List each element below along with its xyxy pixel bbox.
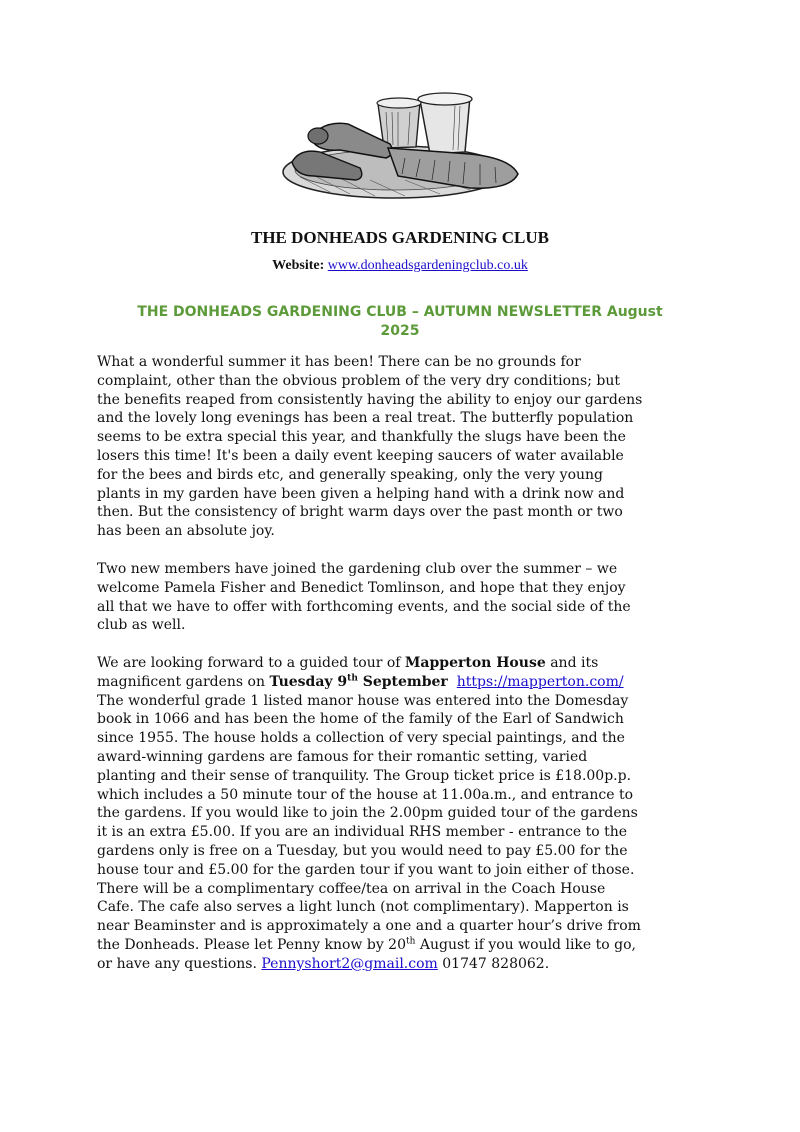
paragraph-line: award-winning gardens are famous for their romantic setting, varied xyxy=(97,748,588,765)
paragraph-line: Cafe. The cafe also serves a light lunch (not complimentary). Mapperton is xyxy=(97,899,629,916)
text-run: We are looking forward to a guided tour of xyxy=(97,655,405,671)
paragraph-line: club as well. xyxy=(97,617,186,634)
paragraph-line: plants in my garden have been given a helping hand with a drink now and xyxy=(97,485,625,502)
newsletter-title xyxy=(100,303,700,341)
email-link[interactable]: Pennyshort2@gmail.com xyxy=(261,955,438,972)
mapperton-link[interactable]: https://mapperton.com/ xyxy=(456,673,624,690)
paragraph-line: the benefits reaped from consistently having the ability to enjoy our gardens xyxy=(97,391,643,408)
paragraph-line: for the bees and birds etc, and generally speaking, only the very young xyxy=(97,466,603,483)
paragraph-line: complaint, other than the obvious problem of the very dry conditions; but xyxy=(97,372,621,389)
paragraph-line: has been an absolute joy. xyxy=(97,523,275,540)
paragraph-line xyxy=(97,654,707,673)
paragraph-line xyxy=(97,936,707,955)
paragraph-line: since 1955. The house holds a collection of very special paintings, and the xyxy=(97,730,625,747)
text-run: magnificent gardens on xyxy=(97,673,270,690)
text-run: Tuesday 9 xyxy=(269,673,348,690)
paragraph-line: the gardens. If you would like to join the 2.00pm guided tour of the gardens xyxy=(97,805,638,822)
newsletter-title-line1: THE DONHEADS GARDENING CLUB – AUTUMN NEWSLETTER August xyxy=(137,304,663,320)
garden-trowel-and-pots-illustration xyxy=(270,92,530,208)
paragraph-line: near Beaminster and is approximately a one and a quarter hour’s drive from xyxy=(97,918,641,935)
paragraph-line: which includes a 50 minute tour of the house at 11.00a.m., and entrance to xyxy=(97,786,634,803)
text-run: and its xyxy=(545,655,599,671)
website-link[interactable]: www.donheadsgardeningclub.co.uk xyxy=(327,258,528,273)
website-label: Website: xyxy=(272,258,325,273)
event-date xyxy=(269,674,447,690)
website-line xyxy=(0,258,800,274)
paragraph-line: it is an extra £5.00. If you are an individual RHS member - entrance to the xyxy=(97,824,628,841)
text-run: September xyxy=(357,673,448,690)
text-run: August if you would like to go, xyxy=(415,936,636,953)
paragraph-line xyxy=(97,955,707,974)
paragraph-line: There will be a complimentary coffee/tea on arrival in the Coach House xyxy=(97,880,606,897)
intro-paragraph xyxy=(97,353,707,541)
text-run: or have any questions. xyxy=(97,955,262,972)
new-members-paragraph xyxy=(97,560,707,635)
paragraph-line: planting and their sense of tranquility. The Group ticket price is £18.00p.p. xyxy=(97,767,632,784)
paragraph-line: seems to be extra special this year, and thankfully the slugs have been the xyxy=(97,429,626,446)
mapperton-paragraph xyxy=(97,654,707,974)
paragraph-line: and the lovely long evenings has been a real treat. The butterfly population xyxy=(97,410,634,427)
paragraph-line: gardens only is free on a Tuesday, but you would need to pay £5.00 for the xyxy=(97,842,628,859)
paragraph-line: losers this time! It's been a daily event keeping saucers of water available xyxy=(97,447,624,464)
phone-number: 01747 828062. xyxy=(437,955,550,972)
paragraph-line: house tour and £5.00 for the garden tour if you want to join either of those. xyxy=(97,861,635,878)
club-title: THE DONHEADS GARDENING CLUB xyxy=(250,228,549,247)
text-run: the Donheads. Please let Penny know by 20 xyxy=(97,936,406,953)
paragraph-line xyxy=(97,673,707,692)
ordinal-suffix: th xyxy=(347,673,358,684)
paragraph-line: then. But the consistency of bright warm days over the past month or two xyxy=(97,504,623,521)
paragraph-line: all that we have to offer with forthcoming events, and the social side of the xyxy=(97,598,631,615)
paragraph-line: The wonderful grade 1 listed manor house was entered into the Domesday xyxy=(97,692,629,709)
paragraph-line: welcome Pamela Fisher and Benedict Tomlinson, and hope that they enjoy xyxy=(97,579,626,596)
paragraph-line: book in 1066 and has been the home of the family of the Earl of Sandwich xyxy=(97,711,624,728)
paragraph-line: Two new members have joined the gardening club over the summer – we xyxy=(97,561,618,577)
paragraph-line: What a wonderful summer it has been! There can be no grounds for xyxy=(97,354,581,370)
venue-name: Mapperton House xyxy=(404,655,546,671)
ordinal-suffix: th xyxy=(406,936,416,947)
newsletter-title-line2: 2025 xyxy=(380,323,420,339)
